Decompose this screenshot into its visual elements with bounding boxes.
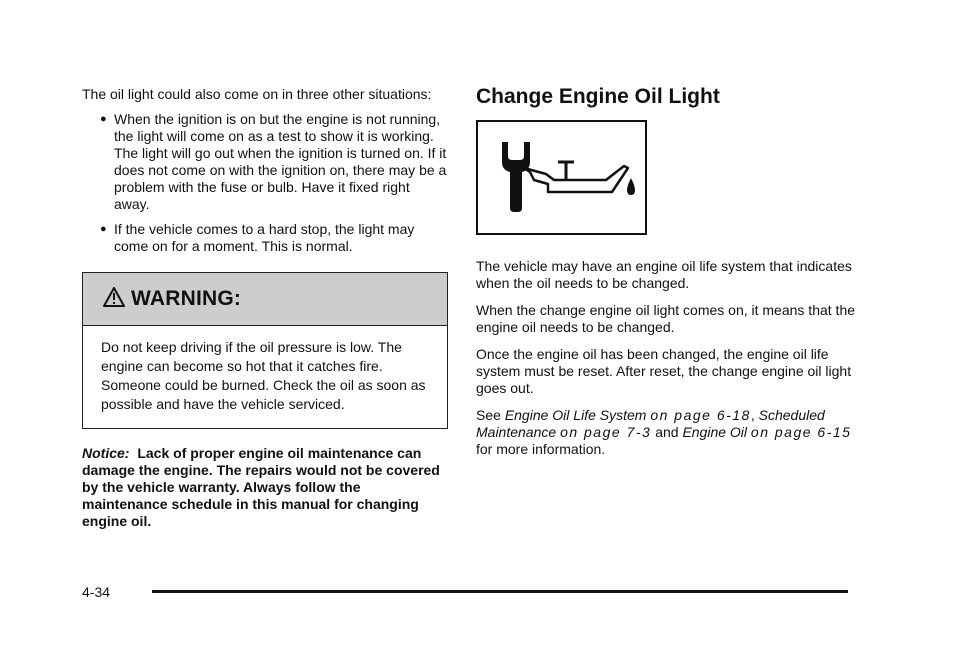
warning-triangle-icon	[103, 287, 125, 312]
bullet-icon: ●	[100, 223, 107, 235]
notice-label: Notice:	[82, 445, 130, 461]
notice-text: Lack of proper engine oil maintenance can damage the engine. The repairs would not be covered by the vehicle warranty. Always follow the maintenance schedule in this manual for changing engine oil.	[82, 445, 440, 529]
warning-title: WARNING:	[131, 287, 242, 310]
wrench-oil-can-icon	[478, 122, 645, 233]
page-footer	[82, 582, 848, 602]
ref-engine-oil-link[interactable]: Engine Oil	[682, 424, 748, 440]
ref-oil-life-link[interactable]: Engine Oil Life System	[504, 407, 647, 423]
reset-paragraph: Once the engine oil has been changed, the engine oil life system must be reset. After reset, the change engine oil light goes out.	[476, 346, 852, 396]
list-item	[100, 111, 448, 213]
see-and: and	[655, 424, 679, 440]
list-item-text: When the ignition is on but the engine is not running, the light will come on as a test to show it is working. The light will go out when the ignition is turned on. If it does not come on with the ignition on, there may be a problem with the fuse or bulb. Have it fixed right away.	[114, 111, 447, 212]
ref-scheduled-maintenance-link[interactable]: Scheduled Maintenance	[476, 407, 825, 440]
list-item	[100, 221, 448, 255]
right-column	[476, 86, 856, 468]
change-oil-light-illustration	[476, 120, 647, 235]
notice-paragraph	[82, 445, 448, 530]
see-prefix: See	[476, 407, 501, 423]
ref-oil-life-page[interactable]: on page 6-18	[650, 407, 751, 423]
warning-box	[82, 272, 448, 429]
oil-life-paragraph: The vehicle may have an engine oil life system that indicates when the oil needs to be changed.	[476, 258, 852, 291]
left-column	[82, 86, 448, 530]
situations-list	[82, 111, 448, 255]
ref-scheduled-maintenance-page[interactable]: on page 7-3	[560, 424, 652, 440]
warning-header	[83, 273, 447, 326]
list-item-text: If the vehicle comes to a hard stop, the light may come on for a moment. This is normal.	[114, 221, 415, 254]
page-number: 4-34	[82, 584, 111, 600]
see-separator: ,	[750, 407, 755, 423]
see-suffix: for more information.	[476, 441, 606, 457]
light-meaning-paragraph: When the change engine oil light comes on, it means that the engine oil needs to be changed.	[476, 302, 856, 335]
bullet-icon: ●	[100, 113, 107, 125]
see-also-paragraph	[476, 407, 856, 458]
footer-rule	[152, 590, 848, 593]
intro-paragraph: The oil light could also come on in three other situations:	[82, 86, 432, 102]
warning-text: Do not keep driving if the oil pressure is low. The engine can become so hot that it catches fire. Someone could be burned. Check the oil as soon as possible and have the vehicle serviced.	[101, 339, 426, 412]
ref-engine-oil-page[interactable]: on page 6-15	[750, 424, 852, 440]
section-heading: Change Engine Oil Light	[476, 85, 720, 108]
